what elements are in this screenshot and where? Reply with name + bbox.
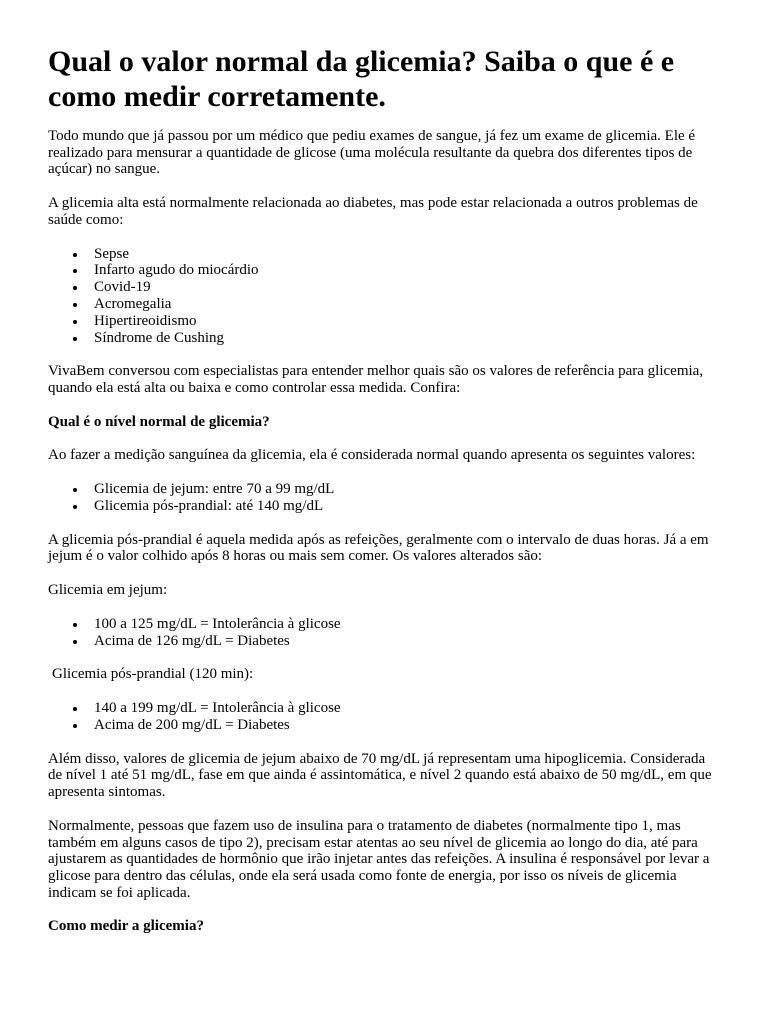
intro-paragraph-2: A glicemia alta está normalmente relacionada ao diabetes, mas pode estar relacionada a outros problemas de saúde como: [48, 195, 698, 228]
section1-paragraph-2: A glicemia pós-prandial é aquela medida após as refeições, geralmente com o intervalo de duas horas. Já a em jejum é o valor colhido após 8 horas ou mais sem comer. Os valores alterados são: [48, 531, 709, 565]
list-item: Glicemia de jejum: entre 70 a 99 mg/dL [94, 481, 722, 498]
article-title: Qual o valor normal da glicemia? Saiba o que é e como medir corretamente. [48, 45, 675, 113]
list-item: Hipertireoidismo [94, 313, 722, 330]
list-item: 140 a 199 mg/dL = Intolerância à glicose [94, 700, 722, 717]
list-item: Glicemia pós-prandial: até 140 mg/dL [94, 498, 722, 515]
section-heading-how-to-measure: Como medir a glicemia? [48, 918, 204, 935]
normal-values-list [48, 481, 722, 515]
list-item: Acima de 200 mg/dL = Diabetes [94, 717, 722, 734]
list-item: Sepse [94, 246, 722, 263]
postprandial-values-list [48, 700, 722, 734]
list-item: Infarto agudo do miocárdio [94, 262, 722, 279]
fasting-values-list [48, 616, 722, 650]
fasting-label: Glicemia em jejum: [48, 582, 168, 599]
conditions-list [48, 246, 722, 347]
section-heading-normal-level: Qual é o nível normal de glicemia? [48, 413, 270, 430]
list-item: 100 a 125 mg/dL = Intolerância à glicose [94, 616, 722, 633]
section1-paragraph-4: Normalmente, pessoas que fazem uso de insulina para o tratamento de diabetes (normalmente tipo 1, mas também em alguns casos de tipo 2), precisam estar atentas ao seu nível de glicemia ao longo do dia, até para ajustarem as quantidades de hormônio que irão injetar antes das refeições. A insulina é responsável por levar a glicose para dentro das células, onde ela será usada como fonte de energia, por isso os níveis de glicemia indicam se foi aplicada. [48, 817, 710, 901]
postprandial-label: Glicemia pós-prandial (120 min): [52, 666, 254, 683]
section1-paragraph-3: Além disso, valores de glicemia de jejum abaixo de 70 mg/dL já representam uma hipoglicemia. Considerada de nível 1 até 51 mg/dL, fase em que ainda é assintomática, e nível 2 quando está abaixo de 50 mg/dL, em que apresenta sintomas. [48, 750, 712, 801]
list-item: Acromegalia [94, 296, 722, 313]
section1-paragraph-1: Ao fazer a medição sanguínea da glicemia, ela é considerada normal quando apresenta os seguintes valores: [48, 447, 696, 464]
intro-paragraph-3: VivaBem conversou com especialistas para entender melhor quais são os valores de referência para glicemia, quando ela está alta ou baixa e como controlar essa medida. Confira: [48, 363, 704, 396]
list-item: Síndrome de Cushing [94, 330, 722, 347]
list-item: Acima de 126 mg/dL = Diabetes [94, 633, 722, 650]
list-item: Covid-19 [94, 279, 722, 296]
intro-paragraph-1: Todo mundo que já passou por um médico que pediu exames de sangue, já fez um exame de glicemia. Ele é realizado para mensurar a quantidade de glicose (uma molécula resultante da quebra dos diferentes tipos de açúcar) no sangue. [48, 128, 696, 178]
